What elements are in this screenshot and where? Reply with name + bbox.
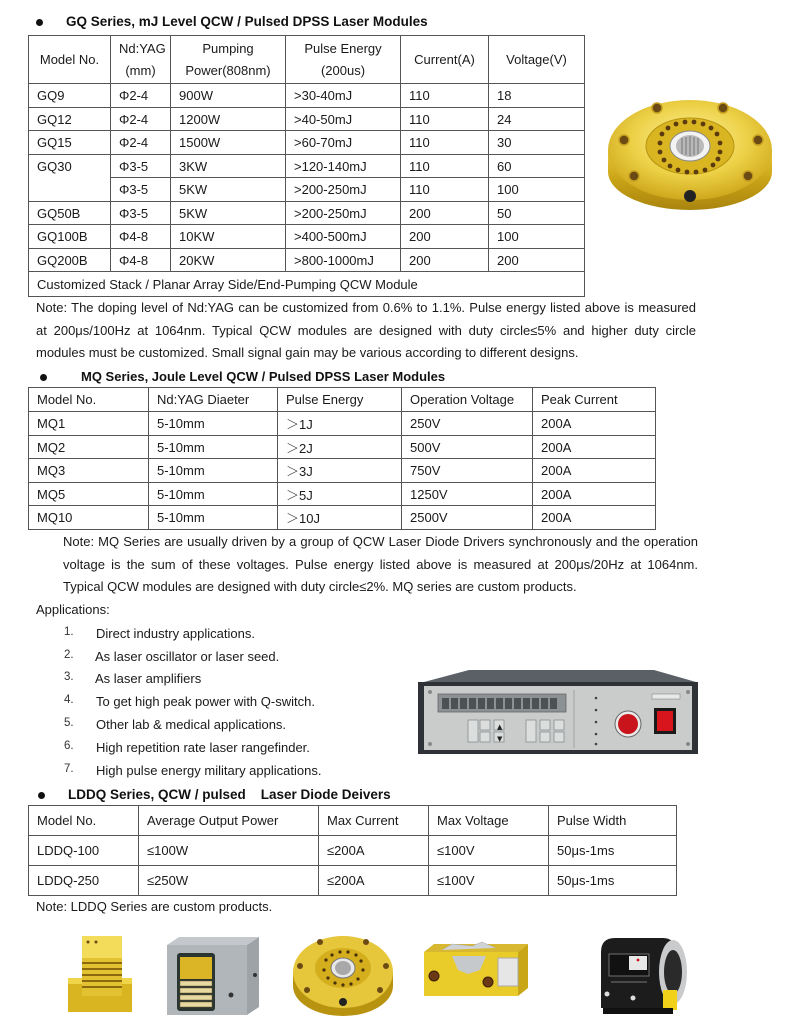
table-header-row: [29, 388, 656, 412]
cell-pulse-width: 50μs-1ms: [549, 836, 677, 866]
cell-model: MQ2: [29, 436, 149, 459]
header-cell: Average Output Power: [139, 806, 319, 836]
cell-pulse-energy: ＞10J: [278, 506, 402, 530]
gq-note: [36, 297, 696, 365]
applications-title: Applications:: [36, 602, 110, 617]
header-cell: Model No.: [29, 388, 149, 412]
table-row: [29, 836, 677, 866]
cell-model: GQ12: [29, 108, 111, 131]
cell-current: 110: [401, 131, 489, 155]
header-cell: Pulse Energy (200us): [286, 36, 401, 84]
cell-pulse-energy: >120-140mJ: [286, 155, 401, 178]
cell-max-current: ≤200A: [319, 836, 429, 866]
cell-diameter: 5-10mm: [149, 483, 278, 506]
cell-current: 200A: [533, 506, 656, 530]
cell-voltage: 50: [489, 202, 585, 225]
lddq-note: Note: LDDQ Series are custom products.: [36, 899, 273, 914]
cell-voltage: 100: [489, 225, 585, 249]
cell-model: GQ9: [29, 84, 111, 108]
table-row: [29, 412, 656, 436]
cell-diameter: 5-10mm: [149, 436, 278, 459]
cell-max-voltage: ≤100V: [429, 866, 549, 896]
header-cell: Voltage(V): [489, 36, 585, 84]
cell-voltage: 250V: [402, 412, 533, 436]
cell-model: GQ15: [29, 131, 111, 155]
cell-current: 110: [401, 155, 489, 178]
header-cell: Pulse Energy: [278, 388, 402, 412]
cell-model: GQ50B: [29, 202, 111, 225]
header-cell: Peak Current: [533, 388, 656, 412]
table-row: [29, 178, 585, 202]
header-cell: Model No.: [29, 806, 139, 836]
gq-spec-table: [28, 35, 585, 297]
table-header-row: [29, 806, 677, 836]
list-text: Direct industry applications.: [96, 626, 255, 641]
cell-output-power: ≤250W: [139, 866, 319, 896]
cell-diameter: 5-10mm: [149, 506, 278, 530]
cell-diameter: 5-10mm: [149, 459, 278, 483]
cell-model: GQ30: [29, 155, 111, 178]
cell-current: 200A: [533, 483, 656, 506]
cell-current: 200A: [533, 459, 656, 483]
cell-model: [29, 178, 111, 202]
cell-pulse-energy: >30-40mJ: [286, 84, 401, 108]
cell-pulse-energy: >200-250mJ: [286, 202, 401, 225]
header-cell: Max Voltage: [429, 806, 549, 836]
cell-output-power: ≤100W: [139, 836, 319, 866]
note-line: modules must be customized. Small signal gain may be various according to different designs.: [36, 345, 579, 360]
note-line: Note: The doping level of Nd:YAG can be customized from 0.6% to 1.1%. Pulse energy listed above is measured: [36, 300, 696, 315]
cell-pumping-power: 3KW: [171, 155, 286, 178]
cell-ndyag: Φ4-8: [111, 249, 171, 272]
table-row: [29, 483, 656, 506]
table-row: [29, 506, 656, 530]
cell-current: 200: [401, 202, 489, 225]
list-number: 6.: [64, 740, 74, 752]
cell-current: 200A: [533, 412, 656, 436]
cell-pulse-energy: ＞5J: [278, 483, 402, 506]
mq-note: [63, 531, 698, 599]
cell-pulse-energy: ＞1J: [278, 412, 402, 436]
cell-max-current: ≤200A: [319, 866, 429, 896]
cell-model: GQ200B: [29, 249, 111, 272]
note-line: Note: MQ Series are usually driven by a group of QCW Laser Diode Drivers synchronously and the operation: [63, 534, 698, 549]
cell-diameter: 5-10mm: [149, 412, 278, 436]
cell-pumping-power: 5KW: [171, 202, 286, 225]
note-line: Typical QCW modules are designed with duty circle≤2%. MQ series are custom products.: [63, 579, 577, 594]
cell-model: LDDQ-100: [29, 836, 139, 866]
list-number: 4.: [64, 694, 74, 706]
bullet-icon: [38, 792, 45, 799]
header-cell: Model No.: [29, 36, 111, 84]
list-number: 1.: [64, 626, 74, 638]
header-cell: Nd:YAG Diaeter: [149, 388, 278, 412]
cell-pumping-power: 1500W: [171, 131, 286, 155]
table-row: [29, 155, 585, 178]
cell-pulse-energy: >200-250mJ: [286, 178, 401, 202]
note-line: voltage is the sum of these voltages. Pulse energy listed above is measured at 200μs/20Hz at 1064nm.: [63, 556, 698, 572]
cell-ndyag: Φ3-5: [111, 155, 171, 178]
table-row: [29, 866, 677, 896]
cell-model: MQ3: [29, 459, 149, 483]
list-number: 5.: [64, 717, 74, 729]
gold-stack-module-image: [66, 928, 136, 1014]
header-cell: Nd:YAG (mm): [111, 36, 171, 84]
svg-text:▼: ▼: [497, 735, 503, 743]
cell-current: 200A: [533, 436, 656, 459]
cell-model: MQ10: [29, 506, 149, 530]
header-cell: Pulse Width: [549, 806, 677, 836]
header-cell: Operation Voltage: [402, 388, 533, 412]
cell-model: GQ100B: [29, 225, 111, 249]
bullet-icon: [40, 374, 47, 381]
cell-max-voltage: ≤100V: [429, 836, 549, 866]
table-row: [29, 202, 585, 225]
cell-ndyag: Φ3-5: [111, 202, 171, 225]
table-row: [29, 459, 656, 483]
gold-ring-laser-module-image: [602, 88, 778, 216]
black-laser-head-image: [593, 932, 689, 1020]
table-row: [29, 225, 585, 249]
gold-box-module-image: [422, 940, 528, 1005]
cell-voltage: 24: [489, 108, 585, 131]
cell-current: 200: [401, 249, 489, 272]
list-text: As laser oscillator or laser seed.: [95, 649, 280, 664]
cell-current: 110: [401, 178, 489, 202]
cell-model: LDDQ-250: [29, 866, 139, 896]
gold-ring-module-image: [290, 930, 396, 1020]
cell-pumping-power: 10KW: [171, 225, 286, 249]
footer-cell: Customized Stack / Planar Array Side/End-Pumping QCW Module: [29, 272, 585, 297]
cell-pulse-energy: >40-50mJ: [286, 108, 401, 131]
cell-pulse-energy: >800-1000mJ: [286, 249, 401, 272]
cell-pumping-power: 5KW: [171, 178, 286, 202]
cell-pumping-power: 20KW: [171, 249, 286, 272]
cell-voltage: 1250V: [402, 483, 533, 506]
cell-ndyag: Φ2-4: [111, 131, 171, 155]
header-cell: Max Current: [319, 806, 429, 836]
mq-spec-table: [28, 387, 656, 530]
cell-voltage: 18: [489, 84, 585, 108]
list-text: High pulse energy military applications.: [96, 763, 322, 778]
cell-pumping-power: 1200W: [171, 108, 286, 131]
table-header-row: [29, 36, 585, 84]
cell-current: 110: [401, 84, 489, 108]
table-row: [29, 249, 585, 272]
cell-voltage: 750V: [402, 459, 533, 483]
cell-voltage: 500V: [402, 436, 533, 459]
cell-voltage: 30: [489, 131, 585, 155]
bullet-icon: [36, 19, 43, 26]
header-cell: Current(A): [401, 36, 489, 84]
table-row: [29, 131, 585, 155]
cell-pulse-energy: ＞3J: [278, 459, 402, 483]
cell-current: 110: [401, 108, 489, 131]
cell-voltage: 100: [489, 178, 585, 202]
cell-current: 200: [401, 225, 489, 249]
cell-ndyag: Φ2-4: [111, 84, 171, 108]
header-cell: Pumping Power(808nm): [171, 36, 286, 84]
cell-model: MQ5: [29, 483, 149, 506]
list-text: As laser amplifiers: [95, 671, 202, 686]
list-text: To get high peak power with Q-switch.: [96, 694, 315, 709]
cell-pulse-energy: >60-70mJ: [286, 131, 401, 155]
table-footer-row: [29, 272, 585, 297]
cell-voltage: 60: [489, 155, 585, 178]
list-number: 7.: [64, 763, 74, 775]
laser-diode-driver-unit-image: [414, 668, 702, 760]
list-number: 3.: [64, 671, 74, 683]
table-row: [29, 108, 585, 131]
svg-text:▲: ▲: [497, 723, 503, 731]
table-row: [29, 436, 656, 459]
cell-pulse-energy: ＞2J: [278, 436, 402, 459]
list-text: High repetition rate laser rangefinder.: [96, 740, 310, 755]
cell-ndyag: Φ3-5: [111, 178, 171, 202]
list-text: Other lab & medical applications.: [96, 717, 287, 732]
list-number: 2.: [64, 649, 74, 661]
lddq-spec-table: [28, 805, 677, 896]
cell-pumping-power: 900W: [171, 84, 286, 108]
cell-voltage: 200: [489, 249, 585, 272]
cell-ndyag: Φ2-4: [111, 108, 171, 131]
silver-housing-module-image: [163, 935, 263, 1017]
cell-ndyag: Φ4-8: [111, 225, 171, 249]
cell-pulse-width: 50μs-1ms: [549, 866, 677, 896]
cell-voltage: 2500V: [402, 506, 533, 530]
note-line: at 200μs/100Hz at 1064nm. Typical QCW modules are designed with duty circle≤5% and higher duty circle: [36, 322, 696, 338]
table-row: [29, 84, 585, 108]
cell-pulse-energy: >400-500mJ: [286, 225, 401, 249]
cell-model: MQ1: [29, 412, 149, 436]
